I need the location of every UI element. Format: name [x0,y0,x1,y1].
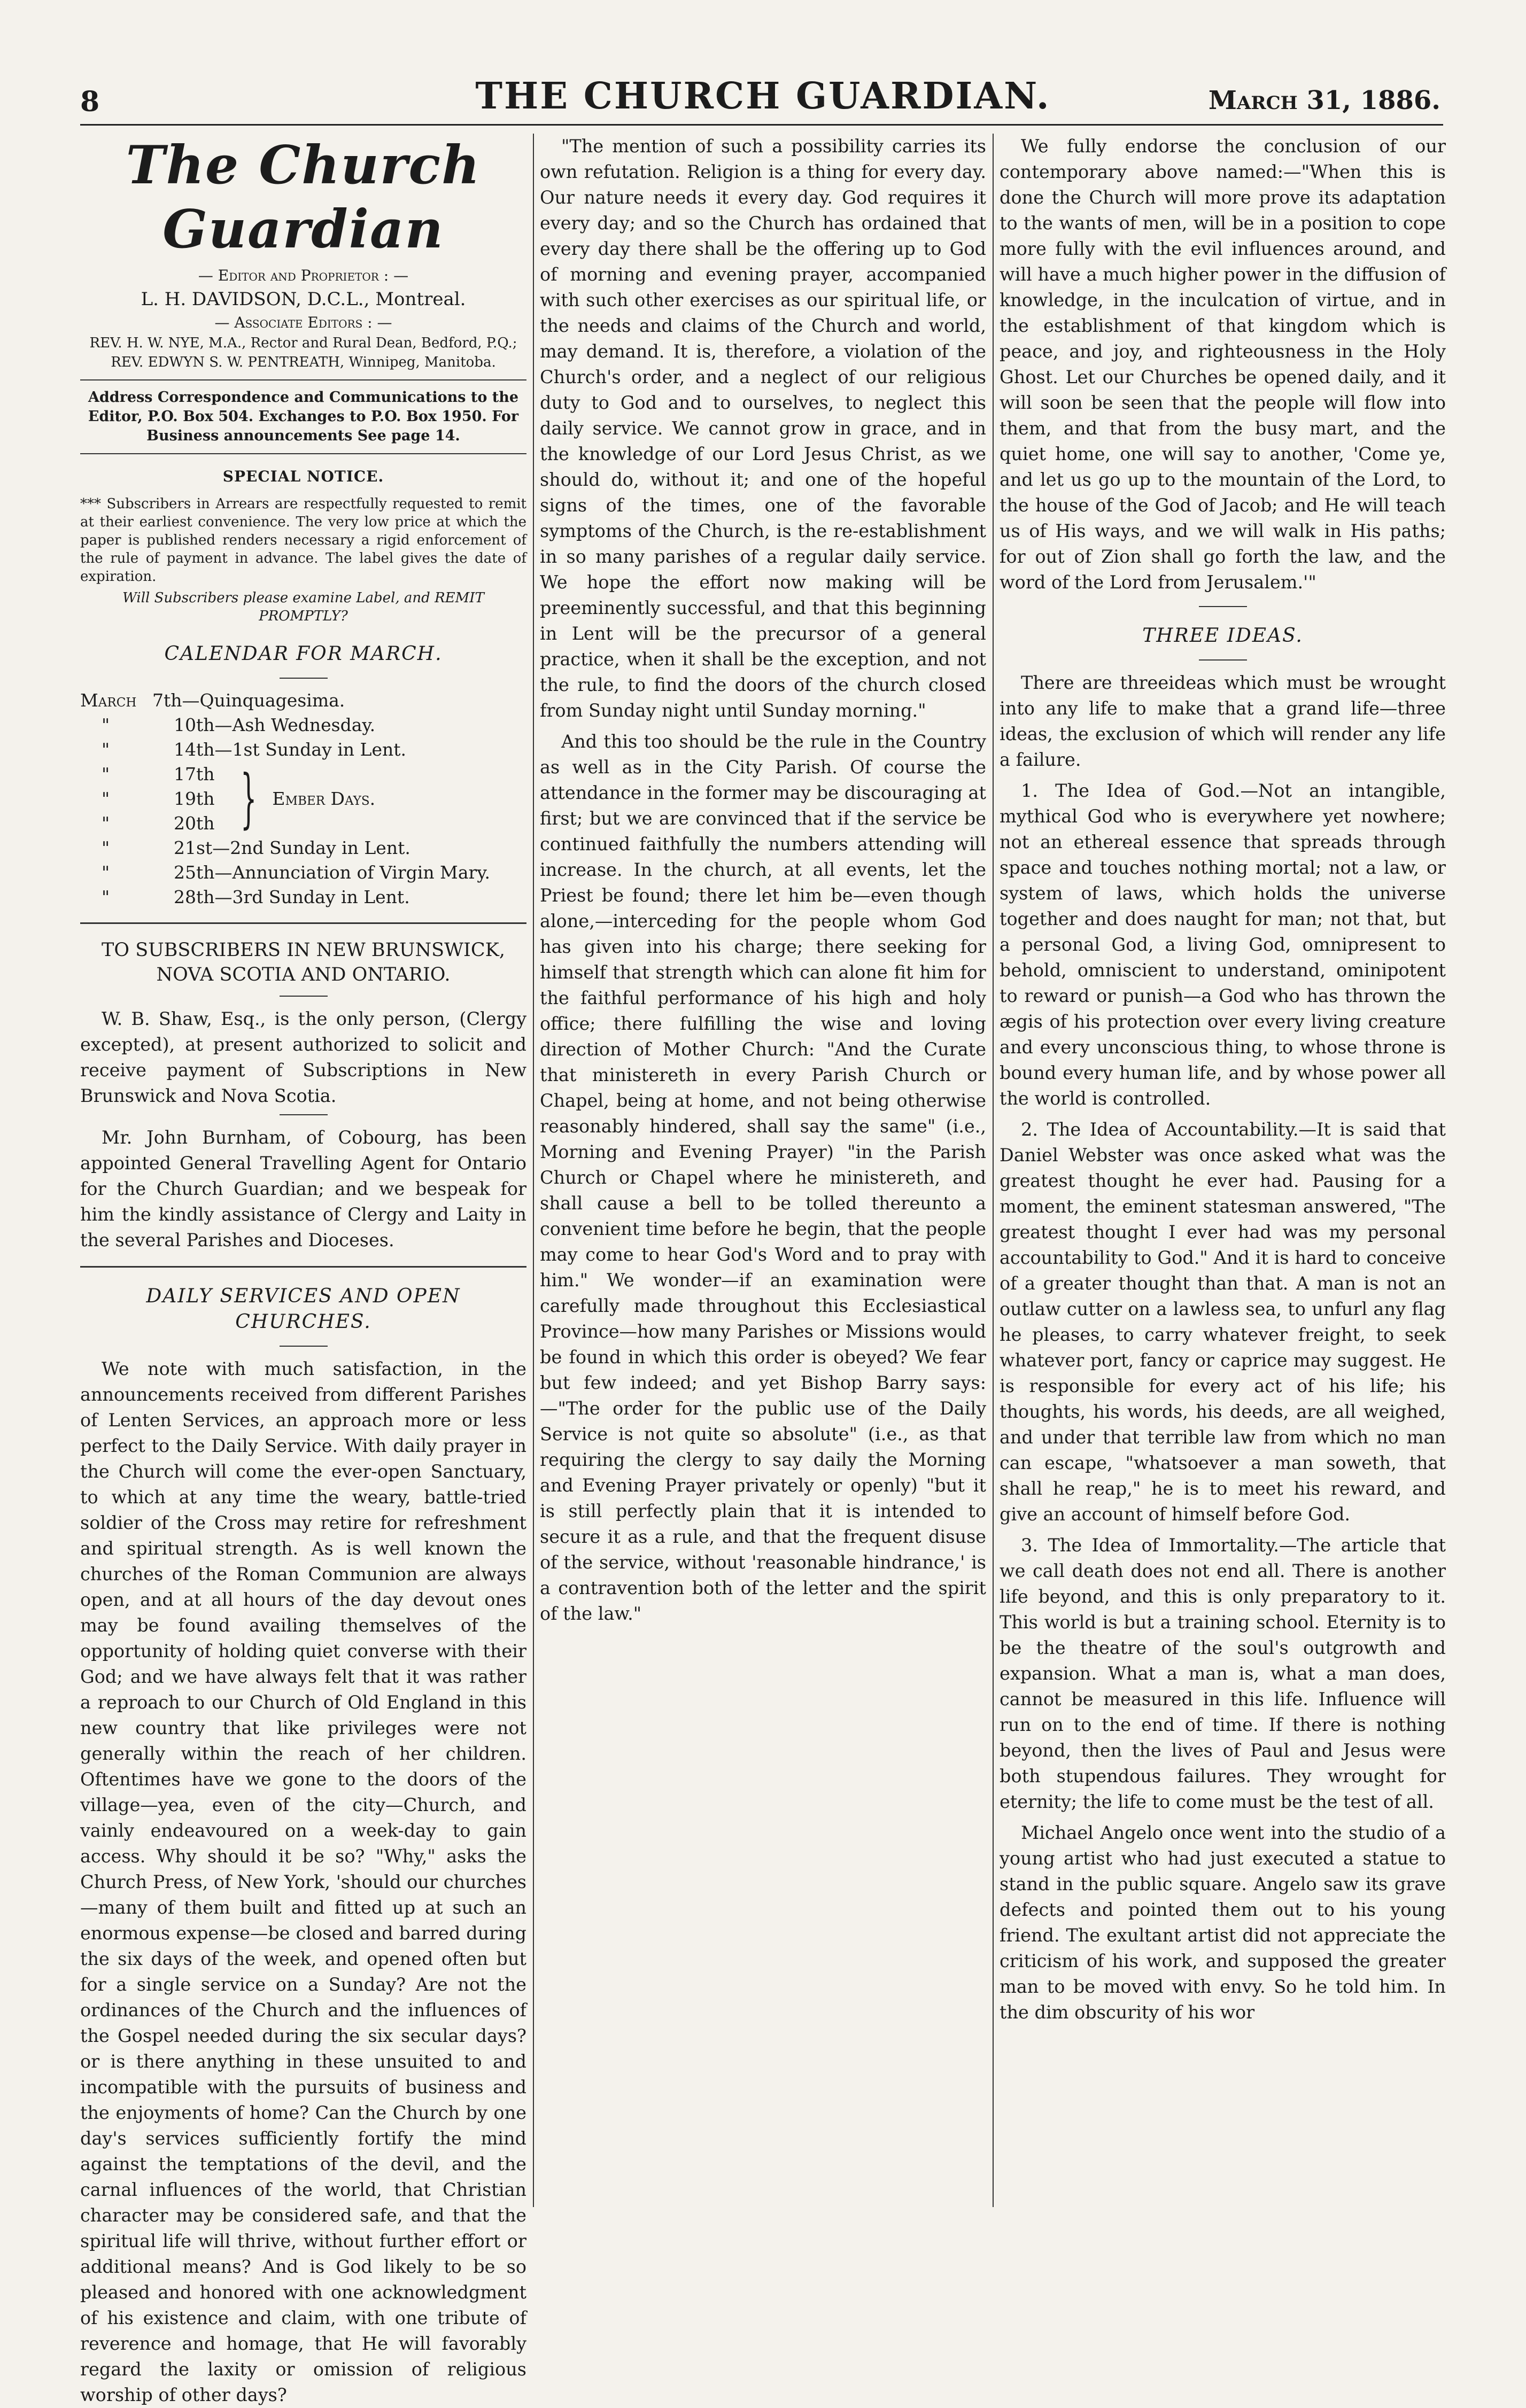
calendar-day: 10th—Ash Wednesday. [174,714,376,735]
three-ideas-god: 1. The Idea of God.—Not an intangible, mythical God who is everywhere yet nowhere; not an ethereal essence that spreads through space and touches nothing mortal; not a law, or system of laws, which holds the universe together and does naught for man; not that, but a personal God, a living God, omnipresent to behold, omniscient to understand, ominipotent to reward or punish—a God who has thrown the ægis of his protection over every living creature and every unconscious thing, to whose throne is bound every human life, and by whose power all the world is controlled. [1000,780,1446,1109]
ditto-mark: " [102,837,110,858]
column-2 [540,134,986,2218]
column-3 [1000,134,1446,2218]
ditto-mark: " [102,862,110,883]
column-rule-2 [993,134,994,2207]
page-number: 8 [80,86,100,118]
newspaper-title: THE CHURCH GUARDIAN. [475,75,1051,118]
calendar-day: 21st—2nd Sunday in Lent. [174,837,410,858]
associate-editors-label: — Associate Editors : — [214,314,392,331]
section-rule [80,922,526,924]
masthead-rule [80,379,526,380]
ditto-mark: " [102,887,110,907]
calendar-day: 25th—Annunciation of Virgin Mary. [174,862,491,883]
address-notice: Address Correspondence and Communications to the Editor, P.O. Box 504. Exchanges to P.O. Box 1950. For Business announcements See page 14. [88,389,519,444]
daily-services-paragraph-1: We note with much satisfaction, in the announcements received from different Parishes of Lenten Services, an approach more or less perfect to the Daily Service. With daily prayer in the Church will come the ever-open Sanctuary, to which at any time the weary, battle-tried soldier of the Cross may retire for refreshment and spiritual strength. As is well known the churches of the Roman Communion are always open, and at all hours of the day devout ones may be found availing themselves of the opportunity of holding quiet converse with their God; and we have always felt that it was rather a reproach to our Church of Old England in this new country that like privileges were not generally within the reach of her children. Oftentimes have we gone to the doors of the village—yea, even of the city—Church, and vainly endeavoured on a week-day to gain access. Why should it be so? "Why," asks the Church Press, of New York, 'should our churches—many of them built and fitted up at such an enormous expense—be closed and barred during the six days of the week, and opened often but for a single service on a Sunday? Are not the ordinances of the Church and the influences of the Gospel needed during the six secular days? or is there anything in these unsuited to and incompatible with the pursuits of business and the enjoyments of home? Can the Church by one day's services sufficiently fortify the mind against the temptations of the devil, and the carnal influences of the world, that Christian character may be considered safe, and that the spiritual life will thrive, without further effort or additional means? And is God likely to be so pleased and honored with one acknowledgment of his existence and claim, with one tribute of reverence and homage, that He will favorably regard the laxity or omission of religious worship of other days? [80,1358,526,2405]
notice-rule [80,453,526,454]
brace-icon: } [240,762,257,836]
editor-name: L. H. DAVIDSON, D.C.L., Montreal. [141,289,466,310]
calendar-day: 14th—1st Sunday in Lent. [174,739,406,760]
subscribers-title: TO SUBSCRIBERS IN NEW BRUNSWICK, NOVA SCOTIA AND ONTARIO. [102,939,505,985]
calendar-entry [80,713,526,737]
column-1 [80,134,526,2405]
special-notice-title: SPECIAL NOTICE. [222,468,384,485]
daily-services-paragraph-3: And this too should be the rule in the Country as well as in the City Parish. Of course the attendance in the former may be discouraging at first; but we are convinced that if the service be continued faithfully the numbers attending will increase. In the church, at all events, let the Priest be found; there let him be—even though alone,—interceding for the people whom God has given into his charge; there seeking for himself that strength which can alone fit him for the faithful performance of his high and holy office; there fulfilling the wise and loving direction of Mother Church: "And the Curate that ministereth in every Parish Church or Chapel, being at home, and not being otherwise reasonably hindered, shall say the same" (i.e., Morning and Evening Prayer) "in the Parish Church or Chapel where he ministereth, and shall cause a bell to be tolled thereunto a convenient time before he begin, that the people may come to hear God's Word and to pray with him." We wonder—if an examination were carefully made throughout this Ecclesiastical Province—how many Parishes or Missions would be found in which this order is obeyed? We fear but few indeed; and yet Bishop Barry says:—"The order for the public use of the Daily Service is not quite so absolute" (i.e., as that requiring the clergy to say daily the Morning and Evening Prayer privately or openly) "but it is still perfectly plain that it is intended to secure it as a rule, and that the frequent disuse of the service, without 'reasonable hindrance,' is a contravention both of the letter and the spirit of the law." [540,731,986,1624]
daily-services-rule [280,1346,328,1347]
calendar-title: CALENDAR FOR MARCH. [164,643,443,665]
three-ideas-title: THREE IDEAS. [1142,625,1303,647]
three-ideas-rule-top [1199,606,1247,607]
column-rule-1 [533,134,534,2207]
subscribers-paragraph-2: Mr. John Burnham, of Cobourg, has been appointed General Travelling Agent for Ontario for the Church Guardian; and we bespeak for him the kindly assistance of Clergy and Laity in the several Parishes and Dioceses. [80,1127,526,1250]
three-ideas-michael-angelo: Michael Angelo once went into the studio of a young artist who had just executed a statue to stand in the public square. Angelo saw its grave defects and pointed them out to his young friend. The exultant artist did not appreciate the criticism of his work, and supposed the greater man to be moved with envy. So he told him. In the dim obscurity of his wor [1000,1822,1446,2023]
calendar-entry [80,860,526,885]
three-ideas-rule [1199,659,1247,661]
daily-services-title: DAILY SERVICES AND OPEN CHURCHES. [146,1285,461,1333]
three-ideas-accountability: 2. The Idea of Accountability.—It is said that Daniel Webster was once asked what was the greatest thought he ever had. Pausing for a moment, the eminent statesman answered, "The greatest thought I ever had was my personal accountability to God." And it is hard to conceive of a greater thought than that. A man is not an outlaw cutter on a lawless sea, to unfurl any flag he pleases, to carry whatever freight, to seek whatever port, fancy or caprice may suggest. He is responsible for every act of his life; his thoughts, his words, his deeds, are all weighed, and under that terrible law from which no man can escape, "whatsoever a man soweth, that shall he reap," he is to meet his reward, and give an account of himself before God. [1000,1119,1446,1525]
three-ideas-immortality: 3. The Idea of Immortality.—The article that we call death does not end all. There is another life beyond, and this is only preparatory to it. This world is but a training school. Eternity is to be the theatre of the soul's outgrowth and expansion. What a man is, what a man does, cannot be measured in this life. Influence will run on to the end of time. If there is nothing beyond, then the lives of Paul and Jesus were both stupendous failures. They wrought for eternity; the life to come must be the test of all. [1000,1535,1446,1812]
three-ideas-intro: There are threeideas which must be wrought into any life to make that a grand life—three ideas, the exclusion of which will render any life a failure. [1000,672,1446,770]
issue-date: March 31, 1886. [1208,86,1440,115]
calendar-day: 28th—3rd Sunday in Lent. [174,887,410,907]
daily-services-paragraph-2: "The mention of such a possibility carries its own refutation. Religion is a thing for every day. Our nature needs it every day. God requires it every day; and so the Church has ordained that every day there shall be the offering up to God of morning and evening prayer, accompanied with such other exercises as our spiritual life, or the needs and claims of the Church and world, may demand. It is, therefore, a violation of the Church's order, and a neglect of our religious duty to God and to ourselves, to neglect this daily service. We cannot grow in grace, and in the knowledge of our Lord Jesus Christ, as we should do, without it; and one of the hopeful signs of the times, one of the favorable symptoms of the Church, is the re-establishment in so many parishes of a regular daily service. We hope the effort now making will be preeminently successful, and that this beginning in Lent will be the precursor of a general practice, when it shall be the exception, and not the rule, to find the doors of the church closed from Sunday night until Sunday morning." [540,136,986,721]
editor-label: — Editor and Proprietor : — [198,267,409,284]
header-rule [80,124,1443,126]
calendar-entry [80,737,526,762]
subscribers-rule [280,996,328,997]
ember-dates: 17th 19th 20th [174,764,215,834]
special-notice-body: *** Subscribers in Arrears are respectfully requested to remit at their earliest convenience. The very low price at which the paper is published renders necessary a rigid enforcement of the rule of payment in advance. The label gives the date of expiration. [80,496,526,585]
calendar-entry [80,688,526,713]
special-notice-remit: Will Subscribers please examine Label, and REMIT PROMPTLY? [122,590,484,624]
masthead-title: The Church Guardian [126,135,481,260]
calendar-day: 7th—Quinquagesima. [152,690,345,711]
section-rule [80,1266,526,1268]
calendar-entry [80,836,526,860]
subscribers-paragraph-1: W. B. Shaw, Esq., is the only person, (Clergy excepted), at present authorized to solicit and receive payment of Subscriptions in New Brunswick and Nova Scotia. [80,1008,526,1106]
calendar-ember-group [80,762,526,836]
associate-editors: REV. H. W. NYE, M.A., Rector and Rural Dean, Bedford, P.Q.; REV. EDWYN S. W. PENTREATH, Winnipeg, Manitoba. [89,335,517,370]
ditto-mark: " [102,714,110,735]
calendar-month: March [80,690,137,711]
calendar-entry [80,885,526,910]
daily-services-paragraph-4: We fully endorse the conclusion of our contemporary above named:—"When this is done the Church will more prove its adaptation to the wants of men, will be in a position to cope more fully with the evil influences around, and will have a much higher power in the diffusion of knowledge, in the inculcation of virtue, and in the establishment of that kingdom which is peace, and joy, and righteousness in the Holy Ghost. Let our Churches be opened daily, and it will soon be seen that the people will flow into them, and that from the busy mart, and the quiet home, one will say to another, 'Come ye, and let us go up to the mountain of the Lord, to the house of the God of Jacob; and He will teach us of His ways, and we will walk in His paths; for out of Zion shall go forth the law, and the word of the Lord from Jerusalem.'" [1000,136,1446,593]
ember-days-label: Ember Days. [272,788,376,809]
subscribers-divider [280,1114,328,1115]
ditto-marks: " " " [102,764,110,834]
ditto-mark: " [102,739,110,760]
calendar-list [80,688,526,910]
calendar-rule [280,678,328,679]
